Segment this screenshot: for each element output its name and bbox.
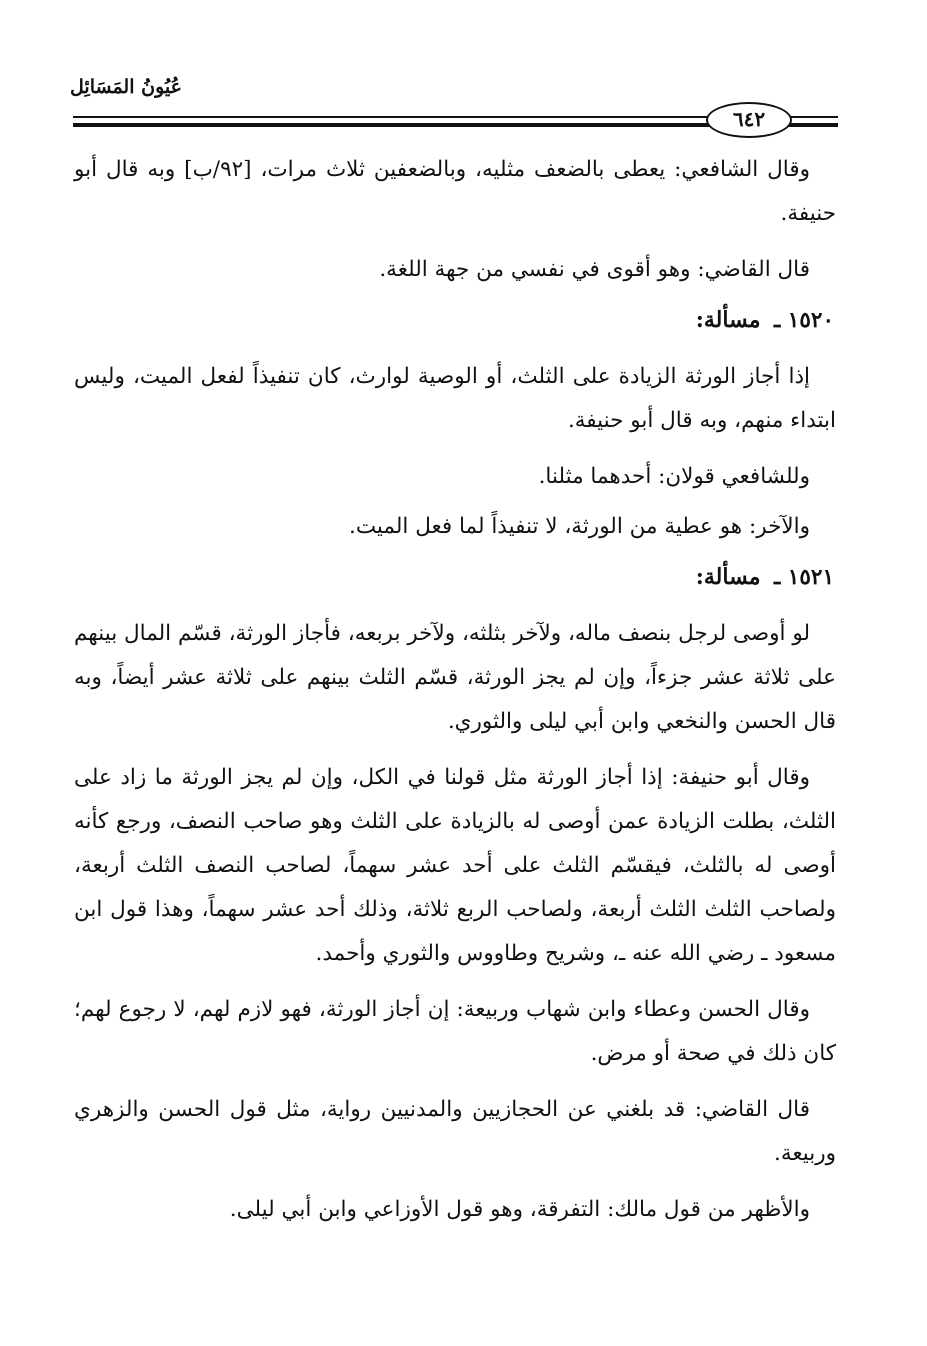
paragraph: وقال الحسن وعطاء وابن شهاب وربيعة: إن أجاز الورثة، فهو لازم لهم، لا رجوع لهم؛ كان ذلك في صحة أو مرض.: [74, 997, 836, 1066]
text-body: [74, 148, 836, 1244]
issue-number: ١٥٢٠ ـ: [774, 308, 834, 333]
paragraph: وقال الشافعي: يعطى بالضعف مثليه، وبالضعفين ثلاث مرات، [٩٢/ب] وبه قال أبو حنيفة.: [74, 157, 836, 226]
issue-number: ١٥٢١ ـ: [774, 565, 834, 590]
paragraph: والأظهر من قول مالك: التفرقة، وهو قول الأوزاعي وابن أبي ليلى.: [229, 1197, 810, 1222]
paragraph: قال القاضي: وهو أقوى في نفسي من جهة اللغة.: [379, 257, 810, 282]
page-number: ٦٤٢: [706, 102, 792, 138]
paragraph: إذا أجاز الورثة الزيادة على الثلث، أو الوصية لوارث، كان تنفيذاً لفعل الميت، وليس ابتداء منهم، وبه قال أبو حنيفة.: [74, 364, 836, 433]
issue-heading: [74, 298, 836, 343]
running-title: عُيُونُ المَسَائِل: [70, 76, 182, 98]
paragraph: لو أوصى لرجل بنصف ماله، ولآخر بثلثه، ولآخر بربعه، فأجاز الورثة، قسّم المال بينهم على ثلاثة عشر جزءاً، وإن لم يجز الورثة، قسّم الثلث بينهم على ثلاثة عشر أيضاً، وبه قال الحسن والنخعي وابن أبي ليلى والثوري.: [74, 621, 836, 734]
issue-label: مسألة:: [695, 307, 761, 333]
paragraph: وللشافعي قولان: أحدهما مثلنا.: [538, 464, 810, 489]
paragraph: قال القاضي: قد بلغني عن الحجازيين والمدنيين رواية، مثل قول الحسن والزهري وربيعة.: [74, 1097, 836, 1166]
issue-heading: [74, 555, 836, 600]
issue-label: مسألة:: [695, 564, 761, 590]
paragraph: والآخر: هو عطية من الورثة، لا تنفيذاً لما فعل الميت.: [348, 514, 810, 539]
paragraph: وقال أبو حنيفة: إذا أجاز الورثة مثل قولنا في الكل، وإن لم يجز الورثة ما زاد على الثلث، بطلت الزيادة عمن أوصى له بالزيادة على الثلث وهو صاحب النصف، ورجع كأنه أوصى له بالثلث، فيقسّم الثلث على أحد عشر سهماً، لصاحب النصف الثلث أربعة، ولصاحب الثلث الثلث أربعة، ولصاحب الربع ثلاثة، وذلك أحد عشر سهماً، وهذا قول ابن مسعود ـ رضي الله عنه ـ، وشريح وطاووس والثوري وأحمد.: [74, 765, 836, 966]
